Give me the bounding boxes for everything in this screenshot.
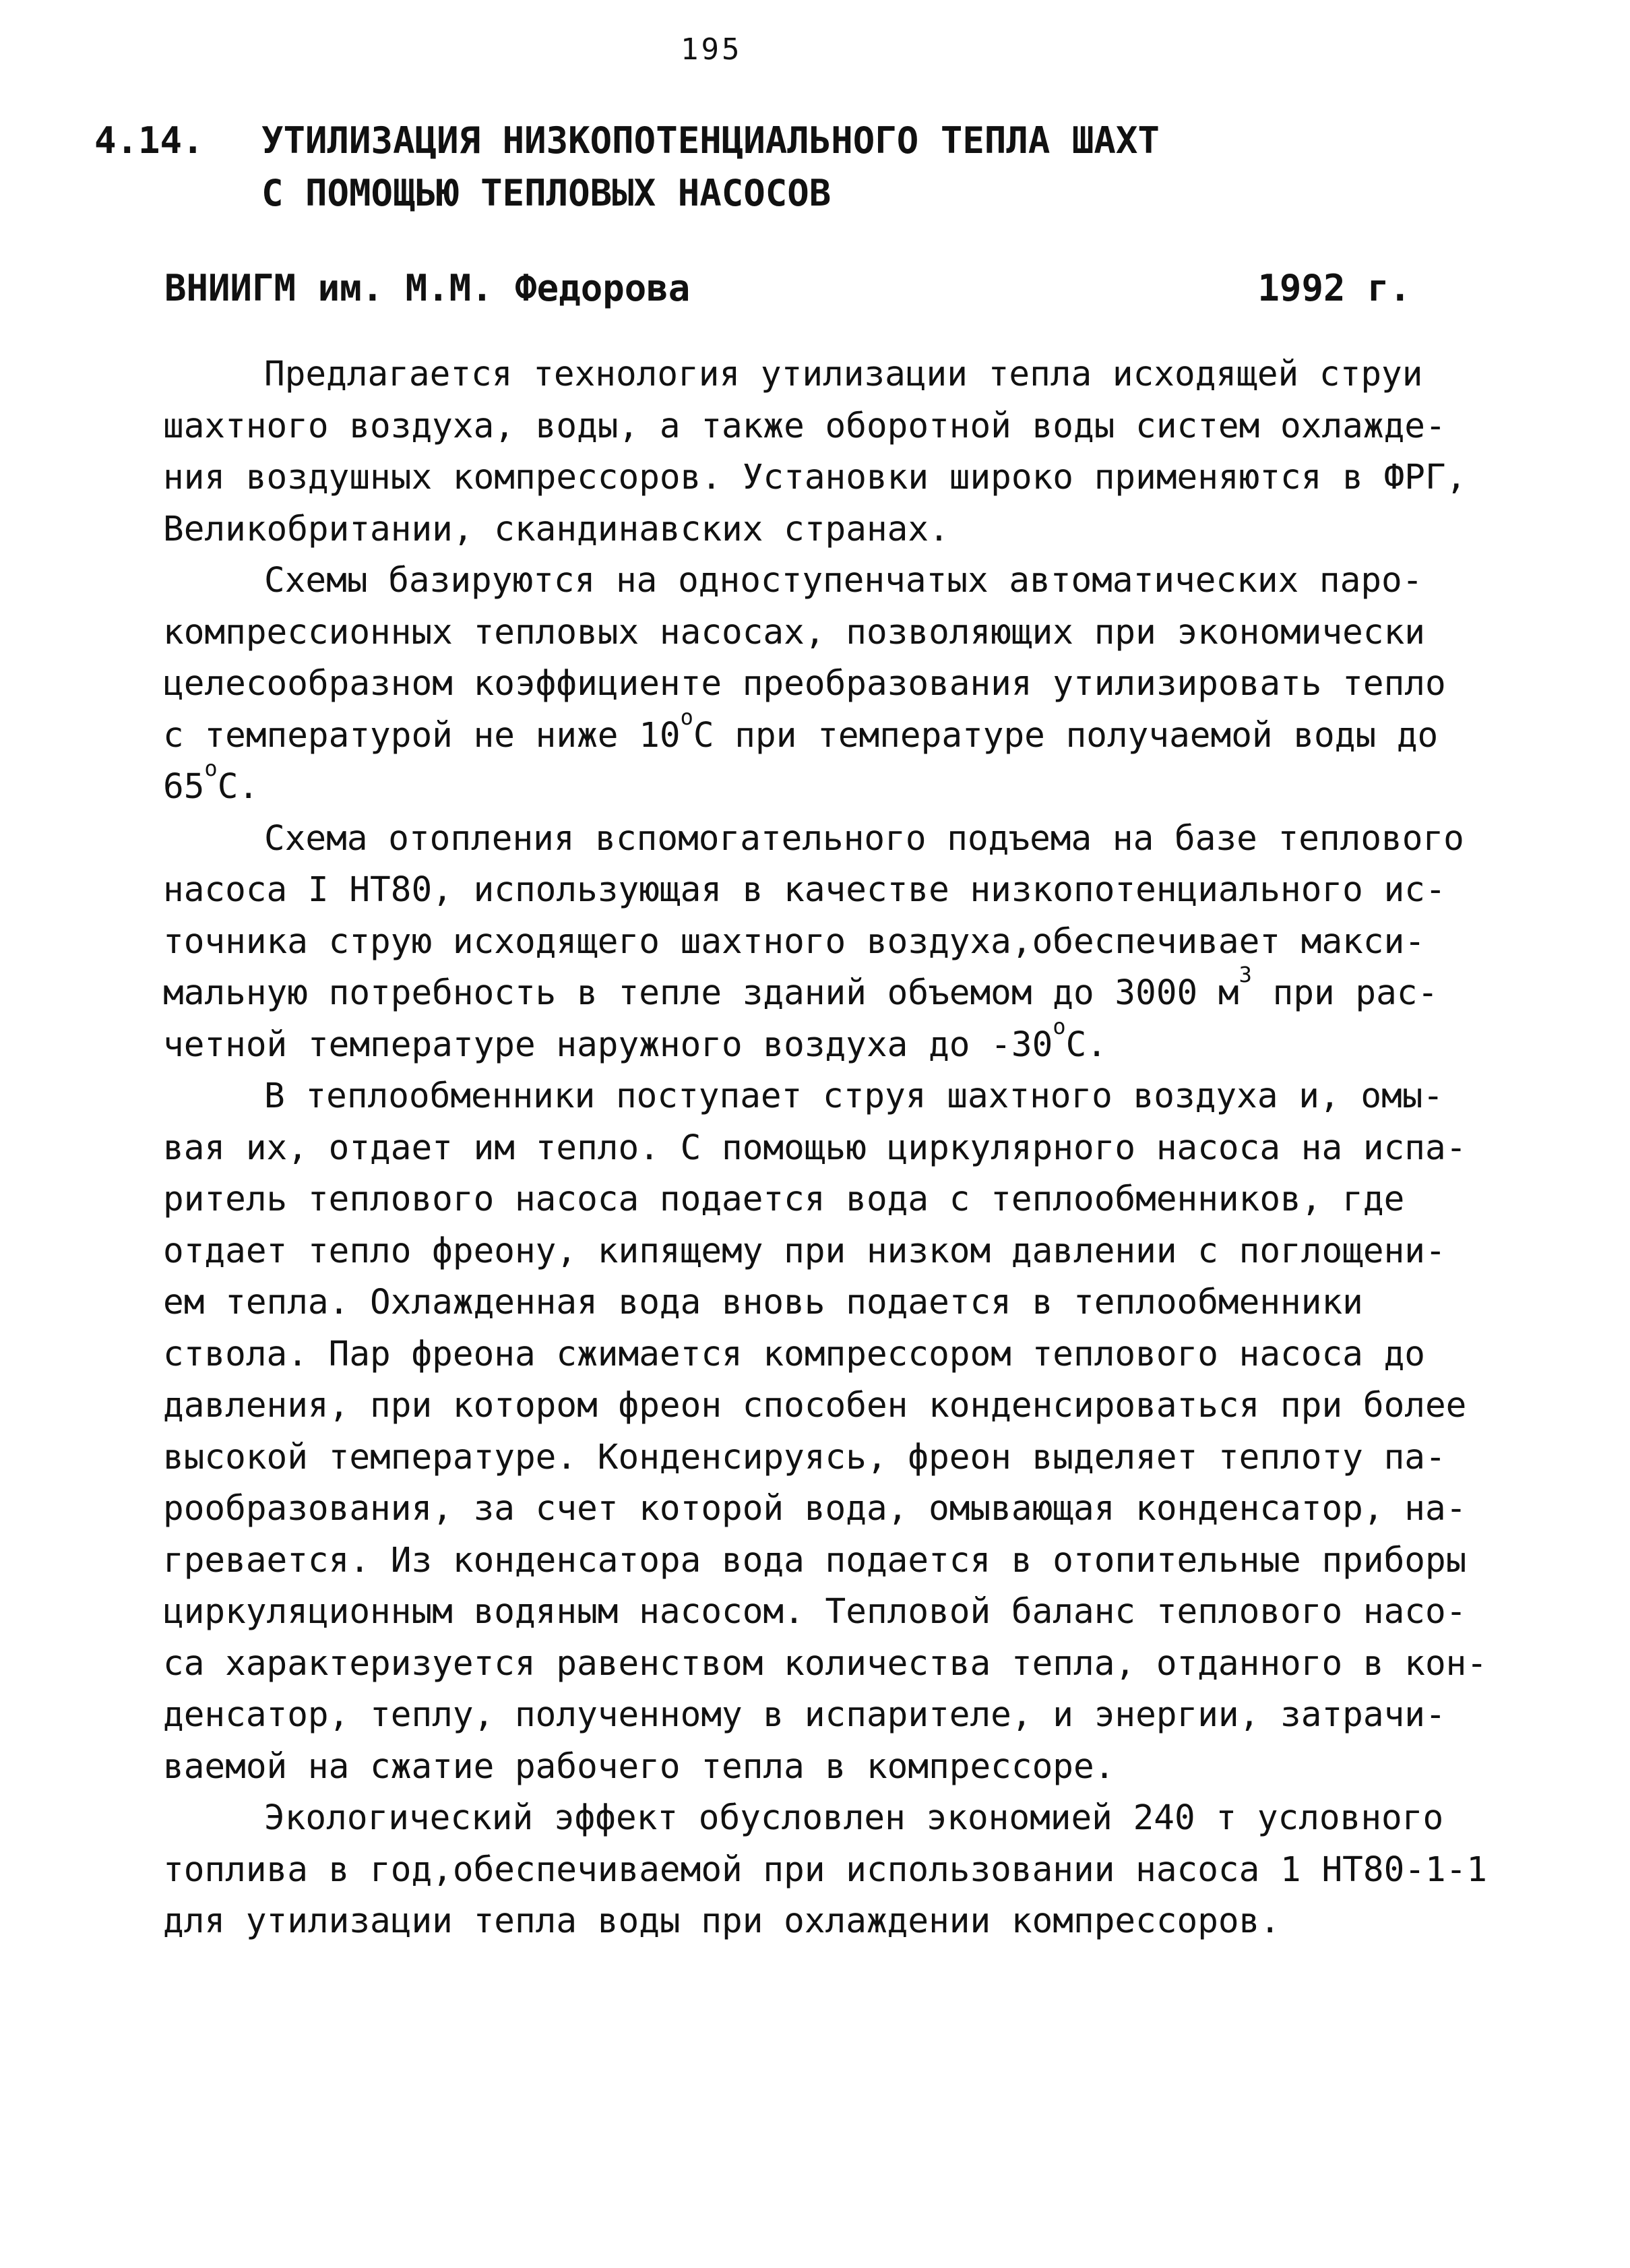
paragraph <box>163 555 1497 814</box>
paragraph-line: топлива в год,обеспечиваемой при использовании насоса 1 НТ80-1-1 <box>163 1849 1488 1890</box>
source-organization: ВНИИГМ им. М.М. Федорова <box>164 267 691 309</box>
paragraph-line: гревается. Из конденсатора вода подается в отопительные приборы <box>163 1540 1467 1581</box>
paragraph-line: целесообразном коэффициенте преобразования утилизировать тепло <box>163 664 1446 704</box>
paragraph <box>163 1071 1497 1793</box>
paragraph-line: точника струю исходящего шахтного воздуха,обеспечивает макси- <box>163 921 1425 962</box>
page-number: 195 <box>681 32 743 67</box>
line-text-after: С при температуре получаемой воды до <box>693 715 1439 756</box>
paragraph-line <box>163 704 1497 762</box>
paragraph-line: циркуляционным водяным насосом. Тепловой баланс теплового насо- <box>163 1592 1467 1632</box>
paragraph <box>163 349 1497 555</box>
paragraph-line: компрессионных тепловых насосах, позволяющих при экономически <box>163 612 1425 652</box>
superscript: о <box>204 756 218 781</box>
paragraph-line: отдает тепло фреону, кипящему при низком давлении с поглощени- <box>163 1231 1446 1271</box>
heading-title-line-2: С ПОМОЩЬЮ ТЕПЛОВЫХ НАСОСОВ <box>261 172 832 214</box>
paragraph-line: высокой температуре. Конденсируясь, фреон выделяет теплоту па- <box>163 1437 1446 1477</box>
line-text-before: четной температуре наружного воздуха до -30 <box>163 1024 1053 1065</box>
paragraph <box>163 814 1497 1072</box>
paragraph-line: ем тепла. Охлажденная вода вновь подается в теплообменники <box>163 1283 1363 1322</box>
section-number: 4.14. <box>94 119 204 162</box>
section-heading <box>94 115 1160 220</box>
paragraph-line: Схемы базируются на одноступенчатых автоматических паро- <box>264 561 1423 601</box>
heading-line-1 <box>94 115 1160 167</box>
paragraph-line: ния воздушных компрессоров. Установки широко применяются в ФРГ, <box>163 458 1467 497</box>
superscript: о <box>680 704 693 730</box>
paragraph-line: Экологический эффект обусловлен экономией 240 т условного <box>264 1798 1444 1838</box>
line-text-before: мальную потребность в тепле зданий объемом до 3000 м <box>163 973 1239 1013</box>
paragraph-line <box>163 1013 1497 1072</box>
superscript: о <box>1053 1013 1066 1039</box>
line-text-before: 65 <box>163 767 205 807</box>
paragraph-line: Предлагается технология утилизации тепла исходящей струи <box>264 355 1423 394</box>
paragraph-line: для утилизации тепла воды при охлаждении компрессоров. <box>163 1901 1281 1941</box>
paragraph-line <box>163 962 1497 1020</box>
paragraph-line: рообразования, за счет которой вода, омывающая конденсатор, на- <box>163 1489 1467 1529</box>
line-text-after: С. <box>217 767 259 807</box>
heading-title-line-1: УТИЛИЗАЦИЯ НИЗКОПОТЕНЦИАЛЬНОГО ТЕПЛА ШАХТ <box>261 119 1160 162</box>
line-text-after: при рас- <box>1251 973 1439 1013</box>
paragraph-line: ваемой на сжатие рабочего тепла в компрессоре. <box>163 1746 1115 1787</box>
paragraph-line: Великобритании, скандинавских странах. <box>163 509 949 549</box>
body-text <box>163 349 1497 1948</box>
line-text-after: С. <box>1065 1024 1107 1065</box>
paragraph-line: шахтного воздуха, воды, а также оборотной воды систем охлажде- <box>163 406 1446 446</box>
paragraph-line: Схема отопления вспомогательного подъема на базе теплового <box>264 818 1464 859</box>
paragraph-line: са характеризуется равенством количества тепла, отданного в кон- <box>163 1643 1488 1684</box>
source-year: 1992 г. <box>1257 267 1411 309</box>
paragraph-line <box>163 756 1497 814</box>
superscript: 3 <box>1239 962 1252 987</box>
paragraph-line: вая их, отдает им тепло. С помощью циркулярного насоса на испа- <box>163 1128 1467 1168</box>
line-text-before: с температурой не ниже 10 <box>163 715 681 756</box>
paragraph-line: ствола. Пар фреона сжимается компрессором теплового насоса до <box>163 1334 1425 1374</box>
paragraph-line: денсатор, теплу, полученному в испарителе, и энергии, затрачи- <box>163 1695 1446 1735</box>
paragraph-line: насоса I НТ80, использующая в качестве низкопотенциального ис- <box>163 870 1446 910</box>
paragraph-line: В теплообменники поступает струя шахтного воздуха и, омы- <box>264 1076 1444 1116</box>
paragraph <box>163 1793 1497 1948</box>
paragraph-line: ритель теплового насоса подается вода с теплообменников, где <box>163 1179 1405 1219</box>
paragraph-line: давления, при котором фреон способен конденсироваться при более <box>163 1386 1467 1426</box>
